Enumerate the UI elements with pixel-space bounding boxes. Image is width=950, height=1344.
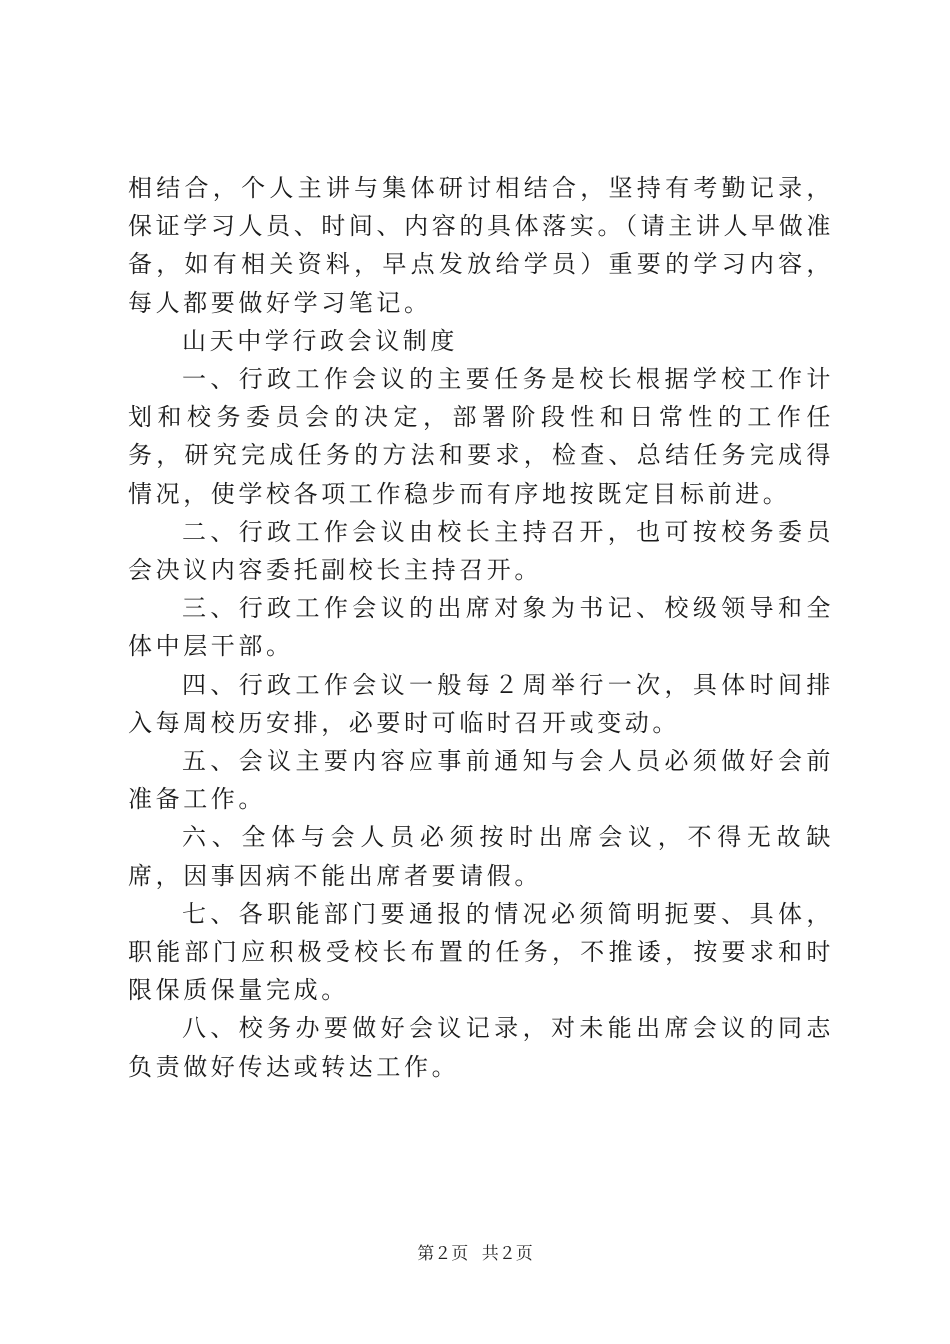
page-number-current: 第２页 — [417, 1244, 469, 1264]
paragraph-item-3: 三、行政工作会议的出席对象为书记、校级领导和全体中层干部。 — [128, 594, 834, 661]
paragraph-item-1: 一、行政工作会议的主要任务是校长根据学校工作计划和校务委员会的决定，部署阶段性和日常性的工作任务，研究完成任务的方法和要求，检查、总结任务完成得情况，使学校各项工作稳步而有序地按既定目标前进。 — [128, 365, 834, 508]
document-body — [128, 169, 834, 1086]
paragraph-item-5: 五、会议主要内容应事前通知与会人员必须做好会前准备工作。 — [128, 747, 834, 814]
page-footer — [0, 1244, 950, 1264]
paragraph-item-4: 四、行政工作会议一般每２周举行一次，具体时间排入每周校历安排，必要时可临时召开或变动。 — [128, 670, 834, 737]
paragraph-continuation: 相结合，个人主讲与集体研讨相结合，坚持有考勤记录，保证学习人员、时间、内容的具体落实。（请主讲人早做准备，如有相关资料，早点发放给学员）重要的学习内容，每人都要做好学习笔记。 — [128, 174, 834, 317]
page-number-total: 共２页 — [481, 1244, 533, 1264]
paragraph-item-6: 六、全体与会人员必须按时出席会议，不得无故缺席，因事因病不能出席者要请假。 — [128, 823, 834, 890]
paragraph-item-7: 七、各职能部门要通报的情况必须简明扼要、具体，职能部门应积极受校长布置的任务，不推诿，按要求和时限保质保量完成。 — [128, 899, 834, 1005]
paragraph-item-8: 八、校务办要做好会议记录，对未能出席会议的同志负责做好传达或转达工作。 — [128, 1014, 834, 1081]
section-title: 山天中学行政会议制度 — [182, 326, 458, 355]
paragraph-item-2: 二、行政工作会议由校长主持召开，也可按校务委员会决议内容委托副校长主持召开。 — [128, 517, 834, 585]
